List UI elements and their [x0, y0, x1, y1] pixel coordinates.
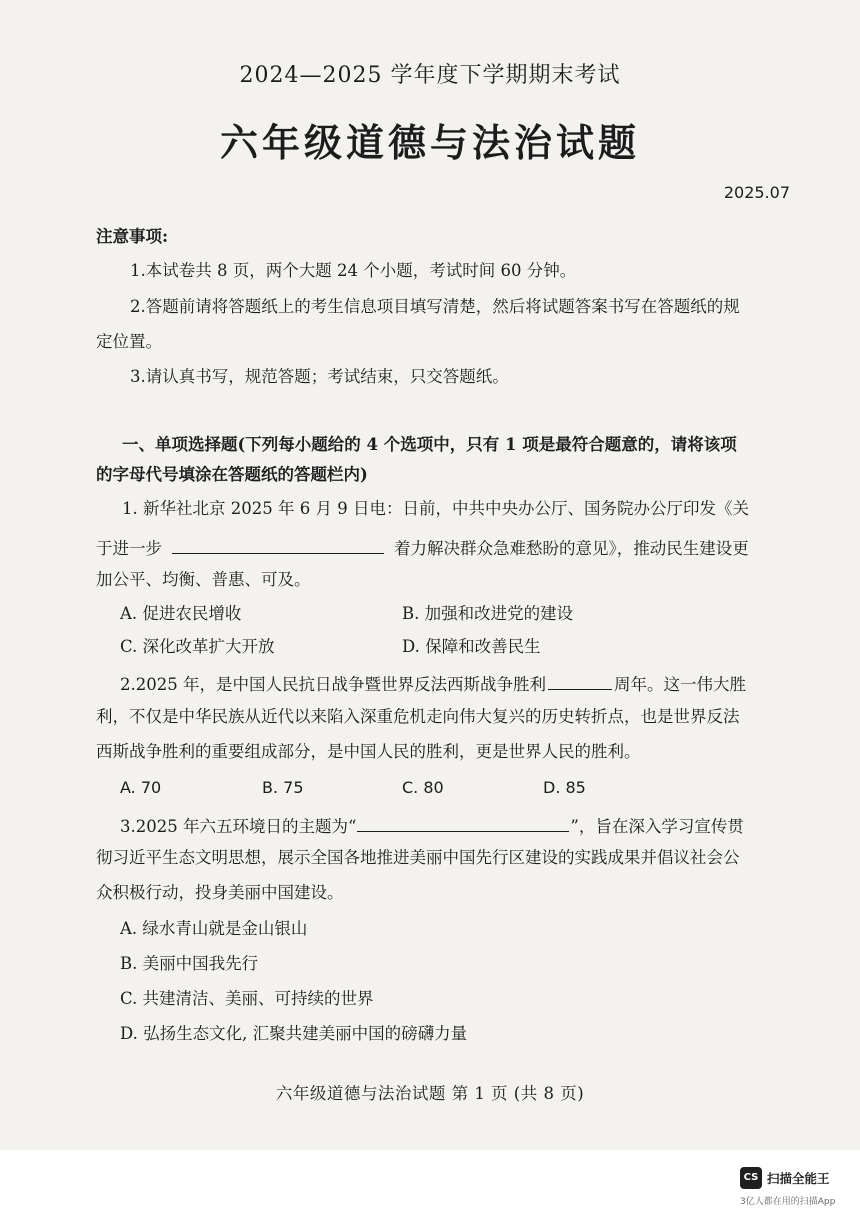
q1-stem-line1: 1. 新华社北京 2025 年 6 月 9 日电：日前，中共中央办公厅、国务院办公厅印发《关: [122, 499, 749, 518]
q3-stem-line1: [120, 813, 744, 837]
q1-stem-post: 着力解决群众急难愁盼的意见》，推动民生建设更: [394, 539, 749, 558]
q1-option-c: C. 深化改革扩大开放: [120, 637, 275, 656]
q1-stem-line3: 加公平、均衡、普惠、可及。: [96, 570, 311, 589]
page-footer: 六年级道德与法治试题 第 1 页 (共 8 页): [275, 1084, 585, 1103]
exam-year-title: 2024—2025 学年度下学期期末考试: [239, 63, 621, 88]
q3-option-a: A. 绿水青山就是金山银山: [120, 919, 308, 938]
q3-stem-line2: 彻习近平生态文明思想，展示全国各地推进美丽中国先行区建设的实践成果并倡议社会公: [96, 848, 740, 867]
q1-option-d: D. 保障和改善民生: [402, 637, 541, 656]
note-item-2: 2.答题前请将答题纸上的考生信息项目填写清楚，然后将试题答案书写在答题纸的规: [130, 297, 740, 316]
camscanner-logo-icon: CS: [740, 1167, 762, 1189]
exam-date: 2025.07: [723, 183, 790, 202]
q3-stem-post: ”，旨在深入学习宣传贯: [570, 817, 744, 836]
scan-margin: [0, 1150, 860, 1217]
note-item-2-cont: 定位置。: [96, 332, 162, 351]
q1-stem-line2: [96, 535, 749, 559]
q2-option-b: B. 75: [262, 778, 304, 797]
q1-option-a: A. 促进农民增收: [120, 604, 242, 623]
q2-stem-post: 周年。这一伟大胜: [613, 675, 746, 694]
q3-option-b: B. 美丽中国我先行: [120, 954, 259, 973]
q1-answer-blank: [172, 535, 384, 554]
q2-option-a: A. 70: [120, 778, 162, 797]
section1-instruction-cont: 的字母代号填涂在答题纸的答题栏内): [96, 465, 368, 484]
note-item-3: 3.请认真书写，规范答题；考试结束，只交答题纸。: [130, 367, 509, 386]
q2-option-d: D. 85: [543, 778, 586, 797]
section1-instruction: 一、单项选择题(下列每小题给的 4 个选项中，只有 1 项是最符合题意的，请将该项: [122, 435, 737, 454]
q2-stem-pre: 2.2025 年，是中国人民抗日战争暨世界反法西斯战争胜利: [120, 675, 546, 694]
q1-option-b: B. 加强和改进党的建设: [402, 604, 574, 623]
q2-option-c: C. 80: [402, 778, 444, 797]
scanner-app-name: 扫描全能王: [767, 1171, 830, 1186]
q3-stem-pre: 3.2025 年六五环境日的主题为“: [120, 817, 357, 836]
note-item-1: 1.本试卷共 8 页，两个大题 24 个小题，考试时间 60 分钟。: [130, 261, 577, 280]
q2-stem-line1: [120, 671, 746, 695]
notes-heading: 注意事项:: [96, 227, 169, 246]
q2-stem-line2: 利，不仅是中华民族从近代以来陷入深重危机走向伟大复兴的历史转折点，也是世界反法: [96, 707, 740, 726]
q2-stem-line3: 西斯战争胜利的重要组成部分，是中国人民的胜利，更是世界人民的胜利。: [96, 742, 641, 761]
exam-main-title: 六年级道德与法治试题: [219, 120, 640, 165]
q3-option-c: C. 共建清洁、美丽、可持续的世界: [120, 989, 374, 1008]
q1-stem-pre: 于进一步: [96, 539, 162, 558]
q2-answer-blank: [548, 671, 612, 690]
q3-option-d: D. 弘扬生态文化, 汇聚共建美丽中国的磅礴力量: [120, 1024, 468, 1043]
q3-answer-blank: [357, 813, 569, 832]
scanner-badge: [740, 1167, 850, 1207]
q3-stem-line3: 众积极行动，投身美丽中国建设。: [96, 883, 344, 902]
scanner-tagline: 3亿人都在用的扫描App: [740, 1197, 836, 1207]
